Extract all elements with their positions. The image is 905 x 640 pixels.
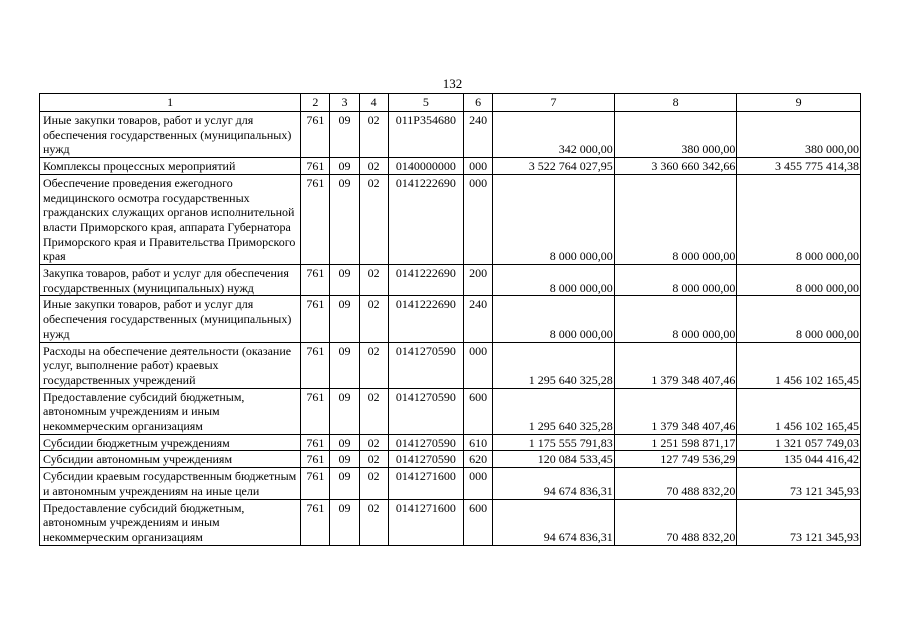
expense-type-code: 610 xyxy=(464,434,493,451)
admin-code: 761 xyxy=(301,434,330,451)
amount-col-7: 8 000 000,00 xyxy=(493,296,615,342)
row-description: Субсидии автономным учреждениям xyxy=(40,451,301,468)
expense-type-code: 620 xyxy=(464,451,493,468)
amount-col-9: 73 121 345,93 xyxy=(737,499,861,545)
column-header-5: 5 xyxy=(388,94,463,112)
column-header-6: 6 xyxy=(464,94,493,112)
subsection-code: 02 xyxy=(359,158,388,175)
target-article-code: 0141271600 xyxy=(388,468,463,499)
amount-col-9: 1 456 102 165,45 xyxy=(737,388,861,434)
amount-col-7: 120 084 533,45 xyxy=(493,451,615,468)
table-row xyxy=(40,434,861,451)
expense-type-code: 000 xyxy=(464,342,493,388)
column-header-9: 9 xyxy=(737,94,861,112)
section-code: 09 xyxy=(330,296,359,342)
header-row xyxy=(40,94,861,112)
section-code: 09 xyxy=(330,265,359,296)
amount-col-8: 1 251 598 871,17 xyxy=(614,434,737,451)
expense-type-code: 200 xyxy=(464,265,493,296)
amount-col-8: 1 379 348 407,46 xyxy=(614,342,737,388)
amount-col-7: 1 175 555 791,83 xyxy=(493,434,615,451)
amount-col-8: 8 000 000,00 xyxy=(614,296,737,342)
expense-type-code: 000 xyxy=(464,174,493,264)
section-code: 09 xyxy=(330,158,359,175)
row-description: Предоставление субсидий бюджетным, автономным учреждениям и иным некоммерческим организациям xyxy=(40,499,301,545)
table-row xyxy=(40,112,861,158)
expense-type-code: 240 xyxy=(464,112,493,158)
row-description: Субсидии бюджетным учреждениям xyxy=(40,434,301,451)
amount-col-7: 3 522 764 027,95 xyxy=(493,158,615,175)
row-description: Расходы на обеспечение деятельности (оказание услуг, выполнение работ) краевых государственных учреждений xyxy=(40,342,301,388)
section-code: 09 xyxy=(330,468,359,499)
admin-code: 761 xyxy=(301,468,330,499)
target-article-code: 0141270590 xyxy=(388,451,463,468)
admin-code: 761 xyxy=(301,296,330,342)
admin-code: 761 xyxy=(301,265,330,296)
target-article-code: 0141222690 xyxy=(388,174,463,264)
amount-col-9: 380 000,00 xyxy=(737,112,861,158)
row-description: Субсидии краевым государственным бюджетным и автономным учреждениям на иные цели xyxy=(40,468,301,499)
amount-col-9: 73 121 345,93 xyxy=(737,468,861,499)
amount-col-7: 8 000 000,00 xyxy=(493,174,615,264)
amount-col-9: 8 000 000,00 xyxy=(737,174,861,264)
row-description: Комплексы процессных мероприятий xyxy=(40,158,301,175)
subsection-code: 02 xyxy=(359,296,388,342)
subsection-code: 02 xyxy=(359,265,388,296)
admin-code: 761 xyxy=(301,174,330,264)
amount-col-8: 380 000,00 xyxy=(614,112,737,158)
amount-col-8: 8 000 000,00 xyxy=(614,265,737,296)
admin-code: 761 xyxy=(301,499,330,545)
amount-col-7: 1 295 640 325,28 xyxy=(493,388,615,434)
amount-col-9: 8 000 000,00 xyxy=(737,265,861,296)
amount-col-8: 8 000 000,00 xyxy=(614,174,737,264)
expense-type-code: 000 xyxy=(464,468,493,499)
subsection-code: 02 xyxy=(359,342,388,388)
subsection-code: 02 xyxy=(359,388,388,434)
expense-type-code: 240 xyxy=(464,296,493,342)
subsection-code: 02 xyxy=(359,499,388,545)
column-header-4: 4 xyxy=(359,94,388,112)
section-code: 09 xyxy=(330,499,359,545)
amount-col-9: 1 456 102 165,45 xyxy=(737,342,861,388)
column-header-3: 3 xyxy=(330,94,359,112)
admin-code: 761 xyxy=(301,451,330,468)
subsection-code: 02 xyxy=(359,112,388,158)
admin-code: 761 xyxy=(301,158,330,175)
table-row xyxy=(40,451,861,468)
amount-col-8: 1 379 348 407,46 xyxy=(614,388,737,434)
amount-col-8: 127 749 536,29 xyxy=(614,451,737,468)
table-row xyxy=(40,158,861,175)
row-description: Иные закупки товаров, работ и услуг для обеспечения государственных (муниципальных) нужд xyxy=(40,296,301,342)
table-row xyxy=(40,468,861,499)
target-article-code: 0141270590 xyxy=(388,388,463,434)
table-row xyxy=(40,174,861,264)
target-article-code: 0141270590 xyxy=(388,342,463,388)
expense-type-code: 600 xyxy=(464,388,493,434)
section-code: 09 xyxy=(330,342,359,388)
admin-code: 761 xyxy=(301,388,330,434)
row-description: Обеспечение проведения ежегодного медицинского осмотра государственных гражданских служащих органов исполнительной власти Приморского края, аппарата Губернатора Приморского края и Правительства Приморского края xyxy=(40,174,301,264)
amount-col-7: 1 295 640 325,28 xyxy=(493,342,615,388)
section-code: 09 xyxy=(330,434,359,451)
subsection-code: 02 xyxy=(359,434,388,451)
amount-col-9: 135 044 416,42 xyxy=(737,451,861,468)
section-code: 09 xyxy=(330,451,359,468)
admin-code: 761 xyxy=(301,342,330,388)
amount-col-9: 3 455 775 414,38 xyxy=(737,158,861,175)
amount-col-7: 94 674 836,31 xyxy=(493,468,615,499)
column-header-8: 8 xyxy=(614,94,737,112)
budget-table xyxy=(39,93,861,546)
expense-type-code: 600 xyxy=(464,499,493,545)
subsection-code: 02 xyxy=(359,174,388,264)
subsection-code: 02 xyxy=(359,451,388,468)
column-header-7: 7 xyxy=(493,94,615,112)
table-row xyxy=(40,296,861,342)
target-article-code: 0141222690 xyxy=(388,265,463,296)
target-article-code: 0141270590 xyxy=(388,434,463,451)
amount-col-7: 8 000 000,00 xyxy=(493,265,615,296)
table-body xyxy=(40,112,861,546)
target-article-code: 0140000000 xyxy=(388,158,463,175)
target-article-code: 011P354680 xyxy=(388,112,463,158)
amount-col-7: 94 674 836,31 xyxy=(493,499,615,545)
section-code: 09 xyxy=(330,388,359,434)
row-description: Предоставление субсидий бюджетным, автономным учреждениям и иным некоммерческим организациям xyxy=(40,388,301,434)
amount-col-7: 342 000,00 xyxy=(493,112,615,158)
row-description: Закупка товаров, работ и услуг для обеспечения государственных (муниципальных) нужд xyxy=(40,265,301,296)
amount-col-8: 70 488 832,20 xyxy=(614,499,737,545)
amount-col-9: 1 321 057 749,03 xyxy=(737,434,861,451)
section-code: 09 xyxy=(330,174,359,264)
row-description: Иные закупки товаров, работ и услуг для обеспечения государственных (муниципальных) нужд xyxy=(40,112,301,158)
target-article-code: 0141222690 xyxy=(388,296,463,342)
column-header-2: 2 xyxy=(301,94,330,112)
amount-col-9: 8 000 000,00 xyxy=(737,296,861,342)
table-row xyxy=(40,499,861,545)
expense-type-code: 000 xyxy=(464,158,493,175)
amount-col-8: 70 488 832,20 xyxy=(614,468,737,499)
admin-code: 761 xyxy=(301,112,330,158)
target-article-code: 0141271600 xyxy=(388,499,463,545)
table-row xyxy=(40,342,861,388)
amount-col-8: 3 360 660 342,66 xyxy=(614,158,737,175)
table-row xyxy=(40,265,861,296)
column-header-1: 1 xyxy=(40,94,301,112)
page-number: 132 xyxy=(442,76,463,91)
section-code: 09 xyxy=(330,112,359,158)
table-row xyxy=(40,388,861,434)
subsection-code: 02 xyxy=(359,468,388,499)
